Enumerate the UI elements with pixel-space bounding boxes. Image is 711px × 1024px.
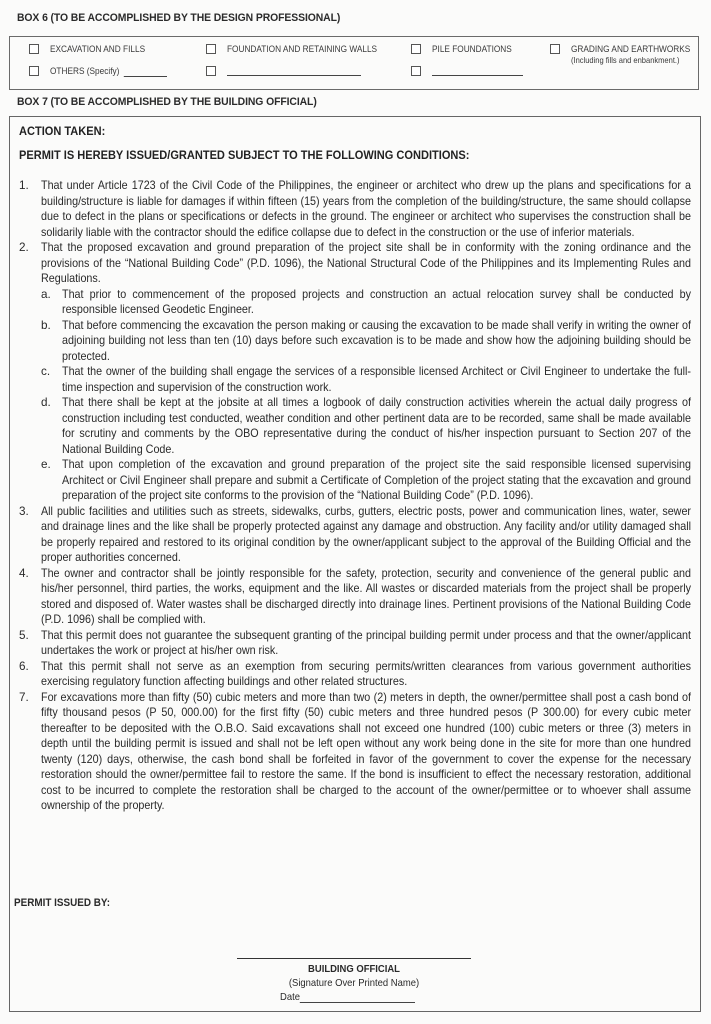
permit-statement: PERMIT IS HEREBY ISSUED/GRANTED SUBJECT TO THE FOLLOWING CONDITIONS: [19, 148, 470, 162]
checkbox-blank-1[interactable] [206, 66, 361, 76]
checkbox-icon[interactable] [550, 44, 560, 54]
checkbox-blank-2[interactable] [411, 66, 523, 76]
box7-panel [9, 116, 701, 1012]
subitem-text: That before commencing the excavation the person making or causing the excavation to be made shall verify in writing the owner of adjoining building not less than ten (10) days before such excavation is to be made and show how the adjoining building should be protected. [62, 318, 692, 363]
date-row [280, 991, 415, 1003]
checkbox-excavation-and-fills[interactable] [29, 44, 156, 55]
subitem-text: That upon completion of the excavation and ground preparation of the project site the said responsible licensed supervising Architect or Civil Engineer shall prepare and submit a Certificate of Completion of the project stating that the excavation and ground preparation of the project site conforms to the provision of the “National Building Code” (P.D. 1096). [62, 458, 692, 502]
condition-subitem: d. That there shall be kept at the jobsite at all times a logbook of daily construction activities wherein the actual daily progress of construction including test conducted, weather condition and other pertinent data are to be recorded, same shall be made available for scrutiny and comments by the OBO representative during the conduct of his/her inspection pursuant to Section 207 of the National Building Code. [41, 396, 692, 456]
condition-text: That this permit does not guarantee the subsequent granting of the principal building permit under process and that the owner/applicant undertakes the work or project at his/her own risk. [41, 628, 692, 657]
checkbox-label: PILE FOUNDATIONS [432, 44, 512, 54]
checkbox-label-text: GRADING AND EARTHWORKS [571, 44, 691, 54]
subitem-text: That the owner of the building shall engage the services of a responsible licensed Architect or Civil Engineer to undertake the full-time inspection and supervision of the construction work. [62, 365, 692, 394]
condition-item: 4. The owner and contractor shall be jointly responsible for the safety, protection, security and convenience of the general public and his/her personnel, third parties, the works, equipment and the like. All wastes or discarded materials from the project shall be properly stored and disposed of. Water wastes shall be discharged directly into drainage lines. Pertinent provisions of the National Building Code (P.D. 1096) shall be complied with. [19, 566, 692, 626]
condition-item: 1. That under Article 1723 of the Civil Code of the Philippines, the engineer or architect who drew up the plans and specifications for a building/structure is liable for damages if within fifteen (15) years from the completion of the building/structure, the same should collapse due to defect in the plans or specifications or defects in the ground. The engineer or architect who supervises the construction shall be solidarily liable with the contractor should the edifice collapse due to defect in the construction or the use of inferior materials. [19, 179, 692, 239]
condition-text: The owner and contractor shall be jointly responsible for the safety, protection, security and convenience of the general public and his/her personnel, third parties, the works, equipment and the like. All wastes or discarded materials from the project shall be properly stored and disposed of. Water wastes shall be discharged directly into drainage lines. Pertinent provisions of the National Building Code (P.D. 1096) shall be complied with. [41, 566, 692, 626]
conditions-list [19, 178, 691, 814]
others-label: OTHERS (Specify) [50, 66, 120, 76]
checkbox-note: (Including fills and enbankment.) [571, 55, 680, 65]
checkbox-icon[interactable] [206, 44, 216, 54]
checkbox-label [50, 66, 167, 77]
condition-subitem: e. That upon completion of the excavation and ground preparation of the project site the said responsible licensed supervising Architect or Civil Engineer shall prepare and submit a Certificate of Completion of the project stating that the excavation and ground preparation of the project site conforms to the provision of the “National Building Code” (P.D. 1096). [41, 458, 692, 502]
checkbox-icon[interactable] [29, 44, 39, 54]
blank-specify-field-1[interactable] [227, 66, 361, 76]
box7-heading: BOX 7 (TO BE ACCOMPLISHED BY THE BUILDING OFFICIAL) [17, 96, 317, 108]
condition-item: 6. That this permit shall not serve as an exemption from securing permits/written clearances from various government authorities exercising regulatory function affecting buildings and other related structures. [19, 659, 692, 688]
subitem-text: That prior to commencement of the proposed projects and construction an actual relocation survey shall be conducted by responsible licensed Geodetic Engineer. [62, 287, 692, 316]
condition-item: 5. That this permit does not guarantee the subsequent granting of the principal building permit under process and that the owner/applicant undertakes the work or project at his/her own risk. [19, 628, 692, 657]
action-taken-label: ACTION TAKEN: [19, 124, 106, 138]
condition-text: For excavations more than fifty (50) cubic meters and more than two (2) meters in depth, the owner/permittee shall post a cash bond of fifty thousand pesos (P 50, 000.00) for the first fifty (50) cubic meters and three hundred pesos (P 300.00) for every cubic meter thereafter to be deposited with the O.B.O. Said excavations shall not exceed one hundred (100) cubic meters or three (3) meters in depth until the building permit is issued and shall not be left open without any work being done in the site for more than one hundred twenty (120) days, otherwise, the cash bond shall be forfeited in favor of the government to cover the expense for the necessary restoration should the owner/permittee fail to restore the same. If the bond is insufficient to effect the necessary restoration, additional cost to be incurred to complete the restoration shall be charged to the account of the owner/permittee or to whoever shall assume ownership of the property. [41, 690, 692, 812]
blank-specify-field-2[interactable] [432, 66, 523, 76]
permit-issued-by-label: PERMIT ISSUED BY: [14, 897, 111, 909]
subitem-text: That there shall be kept at the jobsite at all times a logbook of daily construction activities wherein the actual daily progress of construction including test conducted, weather condition and other pertinent data are to be recorded, same shall be made available for scrutiny and comments by the OBO representative during the conduct of his/her inspection pursuant to Section 207 of the National Building Code. [62, 396, 692, 456]
others-specify-field[interactable] [123, 67, 166, 77]
checkbox-label: EXCAVATION AND FILLS [50, 44, 146, 54]
checkbox-icon[interactable] [206, 66, 216, 76]
condition-subitem: c. That the owner of the building shall engage the services of a responsible licensed Architect or Civil Engineer to undertake the full-time inspection and supervision of the construction work. [41, 365, 692, 394]
signature-block [232, 963, 476, 990]
condition-text: That under Article 1723 of the Civil Code of the Philippines, the engineer or architect who drew up the plans and specifications for a building/structure is liable for damages if within fifteen (15) years from the completion of the building/structure, the same should collapse due to defect in the plans or specifications or defects in the ground. The engineer or architect who supervises the construction shall be solidarily liable with the contractor should the edifice collapse due to defect in the construction or the use of inferior materials. [41, 179, 692, 239]
condition-item: 2. That the proposed excavation and ground preparation of the project site shall be in conformity with the zoning ordinance and the provisions of the “National Building Code” (P.D. 1096), the National Structural Code of the Philippines and its Implementing Rules and Regulations. [19, 241, 692, 285]
checkbox-label [571, 44, 690, 66]
condition-item: 3. All public facilities and utilities such as streets, sidewalks, curbs, gutters, electric posts, power and communication lines, water, sewer and drainage lines and the like shall be properly protected against any damage and obstruction. Any facility and/or utility damaged shall be properly repaired and restored to its original condition by the owner/applicant subject to the approval of the Building Official and the proper authorities concerned. [19, 504, 692, 564]
checkbox-icon[interactable] [411, 44, 421, 54]
checkbox-label: FOUNDATION AND RETAINING WALLS [227, 44, 378, 54]
box6-heading: BOX 6 (TO BE ACCOMPLISHED BY THE DESIGN PROFESSIONAL) [17, 12, 341, 24]
date-label: Date [280, 991, 300, 1003]
condition-item: 7. For excavations more than fifty (50) cubic meters and more than two (2) meters in depth, the owner/permittee shall post a cash bond of fifty thousand pesos (P 50, 000.00) for the first fifty (50) cubic meters and three hundred pesos (P 300.00) for every cubic meter thereafter to be deposited with the O.B.O. Said excavations shall not exceed one hundred (100) cubic meters or three (3) meters in depth until the building permit is issued and shall not be left open without any work being done in the site for more than one hundred twenty (120) days, otherwise, the cash bond shall be forfeited in favor of the government to cover the expense for the necessary restoration should the owner/permittee fail to restore the same. If the bond is insufficient to effect the necessary restoration, additional cost to be incurred to complete the restoration shall be charged to the account of the owner/permittee or to whoever shall assume ownership of the property. [19, 690, 692, 812]
signatory-caption: (Signature Over Printed Name) [288, 976, 420, 989]
checkbox-icon[interactable] [411, 66, 421, 76]
condition-text: All public facilities and utilities such as streets, sidewalks, curbs, gutters, electric posts, power and communication lines, water, sewer and drainage lines and the like shall be properly protected against any damage and obstruction. Any facility and/or utility damaged shall be properly repaired and restored to its original condition by the owner/applicant subject to the approval of the Building Official and the proper authorities concerned. [41, 504, 692, 564]
condition-text: That the proposed excavation and ground preparation of the project site shall be in conformity with the zoning ordinance and the provisions of the “National Building Code” (P.D. 1096), the National Structural Code of the Philippines and its Implementing Rules and Regulations. [41, 241, 692, 285]
signatory-title: BUILDING OFFICIAL [308, 963, 400, 975]
checkbox-others[interactable] [29, 66, 180, 77]
checkbox-foundation-and-retaining-walls[interactable] [206, 44, 394, 55]
condition-subitem: a. That prior to commencement of the proposed projects and construction an actual relocation survey shall be conducted by responsible licensed Geodetic Engineer. [41, 287, 692, 316]
checkbox-icon[interactable] [29, 66, 39, 76]
box6-panel [9, 36, 699, 90]
date-field[interactable] [300, 993, 415, 1003]
condition-subitem: b. That before commencing the excavation the person making or causing the excavation to be made shall verify in writing the owner of adjoining building not less than ten (10) days before such excavation is to be made and show how the adjoining building should be protected. [41, 318, 692, 363]
checkbox-grading-and-earthworks[interactable] [550, 44, 704, 66]
signature-line[interactable] [237, 958, 471, 959]
checkbox-pile-foundations[interactable] [411, 44, 521, 55]
condition-text: That this permit shall not serve as an exemption from securing permits/written clearances from various government authorities exercising regulatory function affecting buildings and other related structures. [41, 659, 692, 688]
